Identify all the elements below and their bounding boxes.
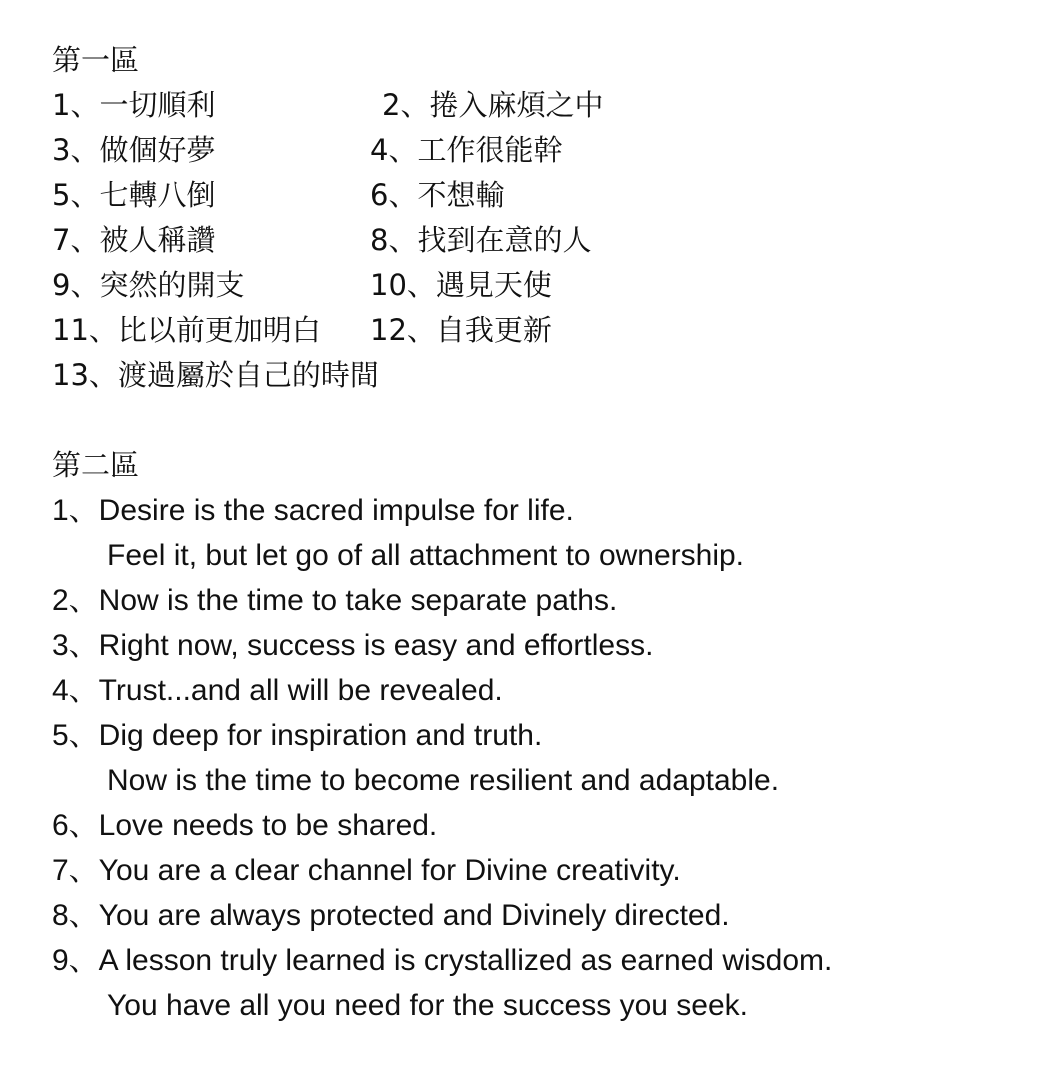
message-7: 7、You are a clear channel for Divine creativity. — [52, 854, 681, 887]
section-1-row-1 — [52, 83, 1032, 128]
section-1-title: 第一區 — [52, 43, 140, 77]
message-1-continued: Feel it, but let go of all attachment to ownership. — [107, 539, 745, 572]
message-5: 5、Dig deep for inspiration and truth. — [52, 719, 543, 752]
section-1-row-6 — [52, 308, 1032, 353]
item-1: 1、一切順利 — [52, 88, 216, 122]
section-1-row-4 — [52, 218, 1032, 263]
message-5-continued: Now is the time to become resilient and adaptable. — [107, 764, 780, 797]
section-1-row-3 — [52, 173, 1032, 218]
message-1: 1、Desire is the sacred impulse for life. — [52, 494, 574, 527]
message-8: 8、You are always protected and Divinely directed. — [52, 899, 730, 932]
section-2-title: 第二區 — [52, 448, 140, 482]
item-12: 12、自我更新 — [370, 313, 552, 347]
item-2: 2、捲入麻煩之中 — [382, 88, 604, 122]
item-13: 13、渡過屬於自己的時間 — [52, 358, 379, 392]
section-1-row-2 — [52, 128, 1032, 173]
section-1-row-5 — [52, 263, 1032, 308]
message-4: 4、Trust...and all will be revealed. — [52, 674, 503, 707]
message-9: 9、A lesson truly learned is crystallized as earned wisdom. — [52, 944, 833, 977]
section-1-row-7 — [52, 353, 1032, 398]
message-9-continued: You have all you need for the success you seek. — [107, 989, 748, 1022]
item-7: 7、被人稱讚 — [52, 223, 216, 257]
item-8: 8、找到在意的人 — [370, 223, 592, 257]
document — [52, 38, 1032, 1028]
message-6: 6、Love needs to be shared. — [52, 809, 438, 842]
section-spacer — [52, 398, 1032, 443]
item-4: 4、工作很能幹 — [370, 133, 563, 167]
message-3: 3、Right now, success is easy and effortless. — [52, 629, 654, 662]
item-3: 3、做個好夢 — [52, 133, 216, 167]
message-2: 2、Now is the time to take separate paths. — [52, 584, 618, 617]
item-5: 5、七轉八倒 — [52, 178, 216, 212]
item-9: 9、突然的開支 — [52, 268, 245, 302]
item-11: 11、比以前更加明白 — [52, 313, 321, 347]
item-10: 10、遇見天使 — [370, 268, 552, 302]
item-6: 6、不想輸 — [370, 178, 505, 212]
